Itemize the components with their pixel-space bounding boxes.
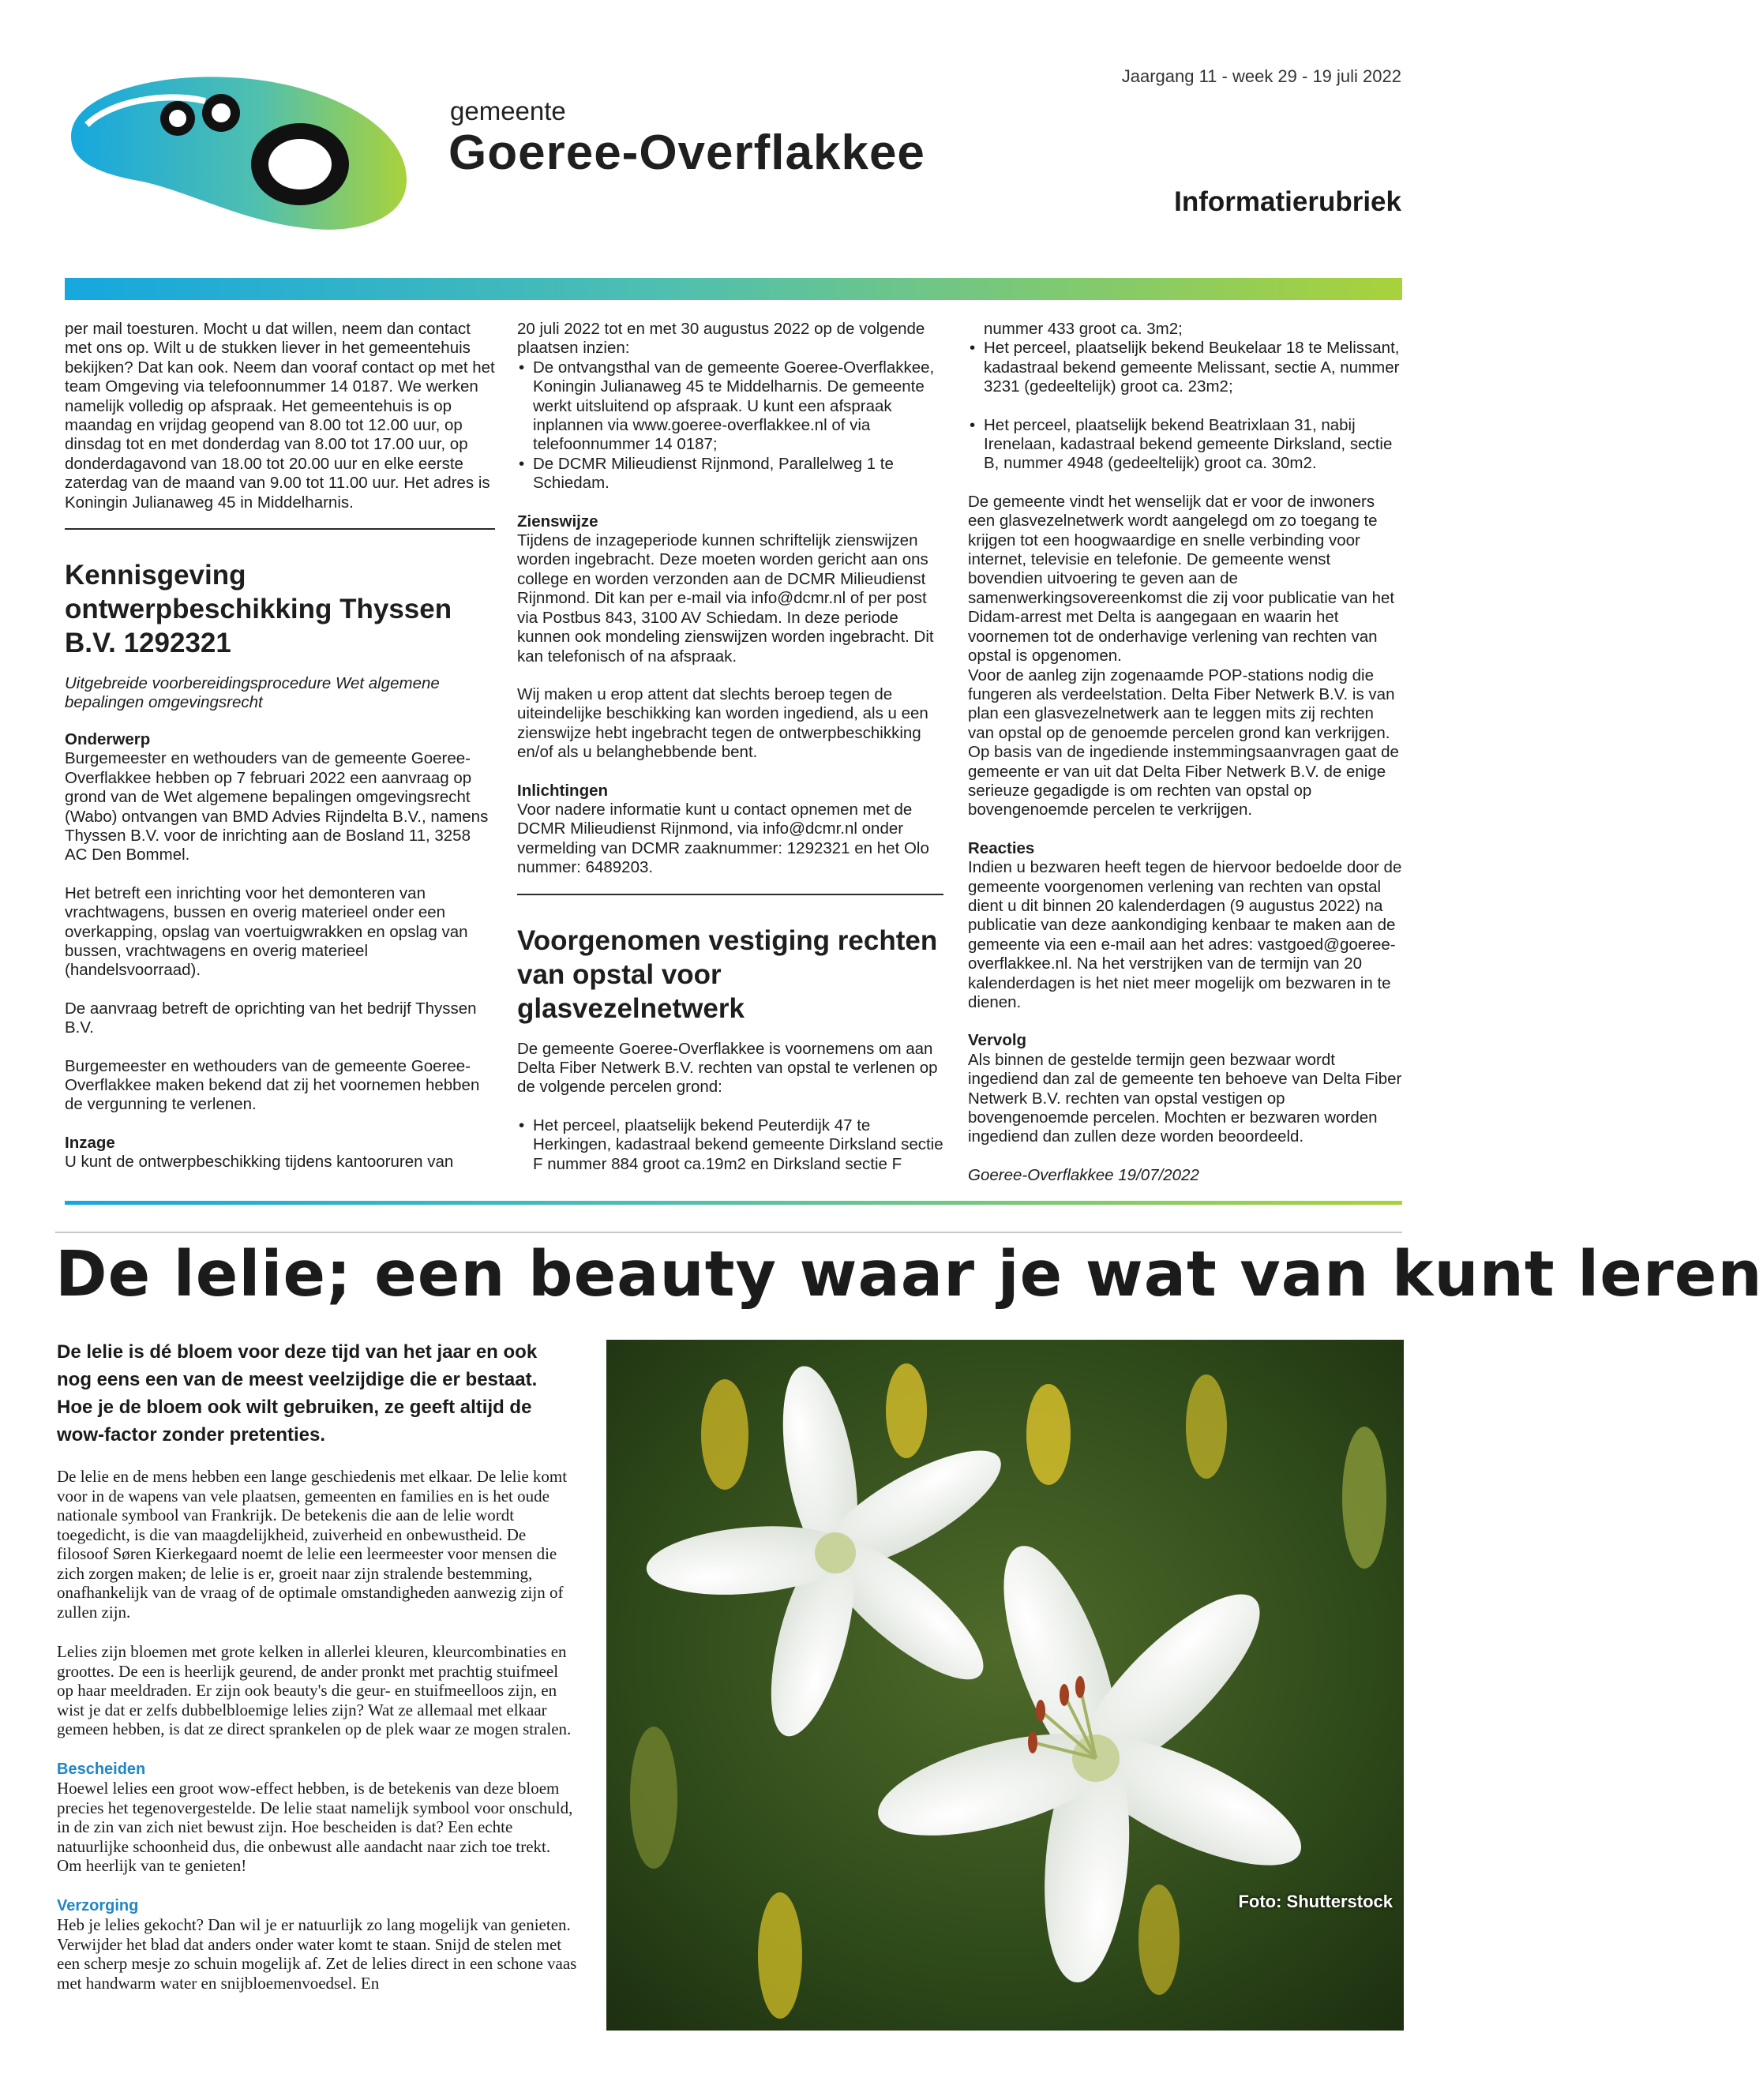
article-body xyxy=(57,1467,578,2013)
municipality-name: Goeree-Overflakkee xyxy=(448,126,925,180)
notice-title-thyssen: Kennisgeving ontwerpbeschikking Thyssen B.V. 1292321 xyxy=(65,560,452,659)
glasvezel-body-2: Voor de aanleg zijn zogenaamde POP-stations nodig die fungeren als verdeelstation. Delta Fiber Netwerk B.V. is van plan een glasvezelnetwerk aan te leggen mits zij rechten van opstal op de genoemde percelen grond kan verkrijgen. Op basis van de ingediende instemmingsaanvragen gaat de gemeente er van uit dat Delta Fiber Netwerk B.V. de enige serieuze gegadigde is om rechten van opstal op bovengenoemde percelen te verkrijgen. xyxy=(968,666,1399,819)
column-3 xyxy=(968,320,1404,1185)
article-intro: De lelie is dé bloem voor deze tijd van het jaar en ook nog eens een van de meest veelzijdige die er bestaat. Hoe je de bloem ook wilt gebruiken, ze geeft altijd de wow-factor zonder pretenties. xyxy=(57,1341,538,1446)
article-paragraph: Heb je lelies gekocht? Dan wil je er natuurlijk zo lang mogelijk van genieten. Verwijder het blad dat anders onder water komt te staan. Snijd de stelen met een scherp mesje zo schuin mogelijk af. Zet de lelies direct in een schone vaas met handwarm water en snijbloemenvoedsel. En xyxy=(57,1915,577,1993)
inspection-places xyxy=(517,358,943,493)
section-title: Informatierubriek xyxy=(1174,186,1401,217)
parcel-continued: nummer 433 groot ca. 3m2; xyxy=(984,320,1183,338)
divider xyxy=(517,894,943,895)
zienswijze-text: Tijdens de inzageperiode kunnen schriftelijk zienswijzen worden ingebracht. Deze moeten worden gericht aan ons college en worden verzonden aan de DCMR Milieudienst Rijnmond. Dit kan per e-mail via info@dcmr.nl of per post via Postbus 843, 3100 AV Schiedam. In deze periode kunnen ook mondeling zienswijzen worden ingebracht. Dit kan telefonisch of na afspraak. xyxy=(517,531,934,666)
parcel-list-continued xyxy=(968,339,1404,473)
lily-photo xyxy=(606,1340,1404,2031)
notice-title-glasvezel: Voorgenomen vestiging rechten van opstal voor glasvezelnetwerk xyxy=(517,924,938,1024)
glasvezel-intro: De gemeente Goeree-Overflakkee is voornemens om aan Delta Fiber Netwerk B.V. rechten van opstal te verlenen op de volgende percelen grond: xyxy=(517,1039,938,1097)
municipality-logo xyxy=(63,69,411,235)
beroep-text: Wij maken u erop attent dat slechts beroep tegen de uiteindelijke beschikking kan worden ingediend, als u een zienswijze hebt ingebracht tegen de ontwerpbeschikking en/of als u belanghebbende bent. xyxy=(517,684,928,762)
onderwerp-heading: Onderwerp xyxy=(65,729,151,748)
notice-paragraph: Het betreft een inrichting voor het demonteren van vrachtwagens, bussen en overig materieel onder een overkapping, opslag van voertuigwrakken en opslag van bussen, vrachtwagens en overig materieel (handelsvoorraad). xyxy=(65,883,468,980)
article-headline: De lelie; een beauty waar je wat van kunt leren xyxy=(55,1238,1763,1311)
glasvezel-body: De gemeente vindt het wenselijk dat er voor de inwoners een glasvezelnetwerk wordt aangelegd om zo toegang te krijgen tot een hoogwaardige en snelle verbinding voor internet, televisie en telefonie. De gemeente wenst bovendien uitvoering te geven aan de samenwerkingsovereenkomst die zij voor publicatie van het Didam-arrest met Delta is aangegaan en waarin het voornemen tot de onderhavige verlening van rechten van opstal is opgenomen. xyxy=(968,492,1395,666)
notice-lead: Uitgebreide voorbereidingsprocedure Wet algemene bepalingen omgevingsrecht xyxy=(65,674,440,712)
notice-continued: per mail toesturen. Mocht u dat willen, neem dan contact met ons op. Wilt u de stukken liever in het gemeentehuis bekijken? Dat kan ook. Neem dan vooraf contact op met het team Omgeving via telefoonnummer 14 0187. We werken namelijk volledig op afspraak. Het gemeentehuis is op maandag en vrijdag geopend van 8.00 tot 12.00 uur, op dinsdag tot en met donderdag van 8.00 tot 17.00 uur, op donderdagavond van 18.00 tot 20.00 uur en elke eerste zaterdag van de maand van 9.00 tot 11.00 uur. Het adres is Koningin Julianaweg 45 in Middelharnis. xyxy=(65,320,495,512)
reacties-text: Indien u bezwaren heeft tegen de hiervoor bedoelde door de gemeente voorgenomen verlening van rechten van opstal dient u dit binnen 20 kalenderdagen (9 augustus 2022) na publicatie van deze aankondiging kenbaar te maken aan de gemeente via een e-mail aan het adres: vastgoed@goeree-overflakkee.nl. Na het verstrijken van de termijn van 20 kalenderdagen is het niet meer mogelijk om bezwaren in te dienen. xyxy=(968,858,1402,1011)
column-2 xyxy=(517,320,943,1193)
inzage-heading: Inzage xyxy=(65,1133,115,1152)
column-1 xyxy=(65,320,495,1172)
notice-signature: Goeree-Overflakkee 19/07/2022 xyxy=(968,1165,1199,1184)
article-paragraph: Lelies zijn bloemen met grote kelken in allerlei kleuren, kleurcombinaties en groottes. De een is heerlijk geurend, de ander pronkt met prachtig stuifmeel op haar meeldraden. Er zijn ook beauty's die geur- en stuifmeelloos zijn, en wist je dat er zelfs dubbelbloemige lelies zijn? Wat ze allemaal met elkaar gemeen hebben, is dat ze direct sprankelen op de plek waar ze mogen stralen. xyxy=(57,1642,572,1738)
municipality-label: gemeente xyxy=(450,96,566,126)
notice-paragraph: Burgemeester en wethouders van de gemeente Goeree-Overflakkee maken bekend dat zij het voornemen hebben de vergunning te verlenen. xyxy=(65,1056,480,1114)
edition-info: Jaargang 11 - week 29 - 19 juli 2022 xyxy=(1121,66,1401,86)
onderwerp-text: Burgemeester en wethouders van de gemeente Goeree-Overflakkee hebben op 7 februari 2022 een aanvraag op grond van de Wet algemene bepalingen omgevingsrecht (Wabo) ontvangen van BMD Advies Rijndelta B.V., namens Thyssen B.V. voor de inrichting aan de Bosland 11, 3258 AC Den Bommel. xyxy=(65,749,489,864)
list-item: • Het perceel, plaatselijk bekend Beatrixlaan 31, nabij Irenelaan, kadastraal bekend gemeente Dirksland, sectie B, nummer 4948 (gedeeltelijk) groot ca. 30m2. xyxy=(968,416,1404,474)
article-subheading: Bescheiden xyxy=(57,1760,146,1778)
list-item: • Het perceel, plaatselijk bekend Beukelaar 18 te Melissant, kadastraal bekend gemeente Melissant, sectie A, nummer 3231 (gedeeltelijk) groot ca. 23m2; xyxy=(968,339,1404,396)
list-item: • De DCMR Milieudienst Rijnmond, Parallelweg 1 te Schiedam. xyxy=(517,455,943,493)
divider xyxy=(55,1232,1402,1233)
list-item: • De ontvangsthal van de gemeente Goeree-Overflakkee, Koningin Julianaweg 45 te Middelharnis. De gemeente werkt uitsluitend op afspraak. U kunt een afspraak inplannen via www.goeree-overflakkee.nl of via telefoonnummer 14 0187; xyxy=(517,358,943,455)
zienswijze-heading: Zienswijze xyxy=(517,512,598,531)
article-subheading: Verzorging xyxy=(57,1896,139,1914)
parcel-list xyxy=(517,1116,943,1174)
vervolg-text: Als binnen de gestelde termijn geen bezwaar wordt ingediend dan zal de gemeente ten behoeve van Delta Fiber Netwerk B.V. rechten van opstal vestigen op bovengenoemde percelen. Mochten er bezwaren worden ingediend dan zullen deze worden beoordeeld. xyxy=(968,1050,1402,1146)
section-gradient-bar xyxy=(65,1201,1402,1205)
inzage-text: U kunt de ontwerpbeschikking tijdens kantooruren van xyxy=(65,1153,454,1172)
inlichtingen-heading: Inlichtingen xyxy=(517,781,609,800)
notice-paragraph: De aanvraag betreft de oprichting van het bedrijf Thyssen B.V. xyxy=(65,999,477,1037)
header-gradient-bar xyxy=(65,278,1402,300)
article-paragraph: De lelie en de mens hebben een lange geschiedenis met elkaar. De lelie komt voor in de wapens van vele plaatsen, gemeenten en families en is het oude nationale symbool van Frankrijk. De betekenis die aan de lelie wordt toegedicht, is die van maagdelijkheid, zuiverheid en onbewustheid. De filosoof Søren Kierkegaard noemt de lelie een leermeester voor mensen die zich zorgen maken; de lelie is er, groeit naar zijn stralende bestemming, onafhankelijk van de vraag of de optimale omstandigheden aanwezig zijn of zullen zijn. xyxy=(57,1467,568,1622)
reacties-heading: Reacties xyxy=(968,838,1035,857)
divider xyxy=(65,528,495,530)
vervolg-heading: Vervolg xyxy=(968,1031,1027,1050)
photo-credit: Foto: Shutterstock xyxy=(1238,1892,1393,1911)
list-item: • Het perceel, plaatselijk bekend Peuterdijk 47 te Herkingen, kadastraal bekend gemeente Dirksland sectie F nummer 884 groot ca.19m2 en Dirksland sectie F xyxy=(517,1116,943,1174)
lily-illustration xyxy=(606,1340,1404,2031)
article-paragraph: Hoewel lelies een groot wow-effect hebben, is de betekenis van deze bloem precies het tegenovergestelde. De lelie staat namelijk symbool voor onschuld, in de zin van zich niet bewust zijn. Hoe bescheiden is dat? Een echte natuurlijke schoonheid dus, die onbewust alle aandacht naar zich toe trekt. Om heerlijk van te genieten! xyxy=(57,1779,573,1875)
inlichtingen-text: Voor nadere informatie kunt u contact opnemen met de DCMR Milieudienst Rijnmond, via info@dcmr.nl onder vermelding van DCMR zaaknummer: 1292321 en het Olo nummer: 6489203. xyxy=(517,800,929,877)
inzage-continued: 20 juli 2022 tot en met 30 augustus 2022 op de volgende plaatsen inzien: xyxy=(517,320,925,358)
